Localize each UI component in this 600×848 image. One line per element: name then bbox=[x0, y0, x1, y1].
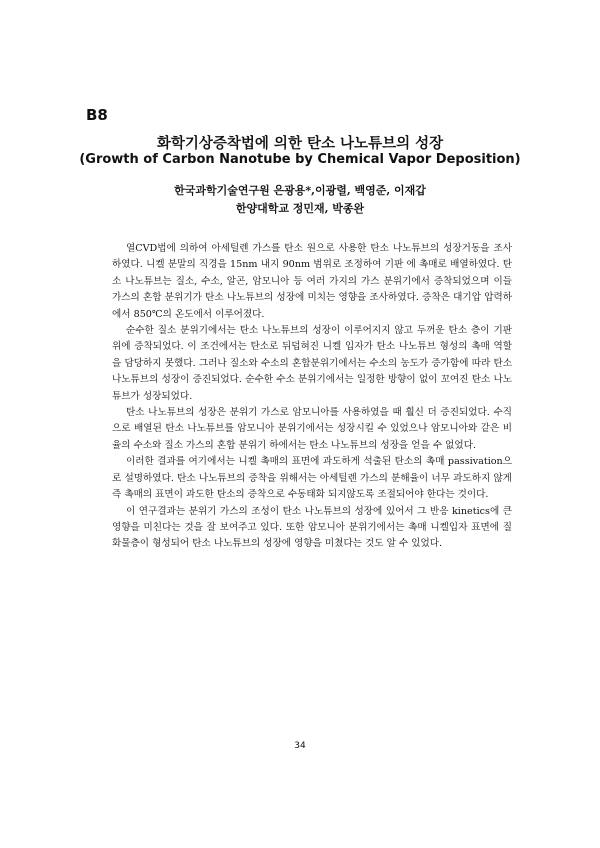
paragraph: 이 연구결과는 분위기 가스의 조성이 탄소 나노튜브의 성장에 있어서 그 반응 kinetics에 큰 영향을 미친다는 것을 잘 보여주고 있다. 또한 암모니아 분위기에서는 촉매 니켈입자 표면에 질화물층이 형성되어 탄소 나노튜브의 성장에 영향을 미쳤다는 것도 알 수 있었다. bbox=[112, 505, 512, 550]
title-korean: 화학기상증착법에 의한 탄소 나노튜브의 성장 bbox=[156, 135, 444, 152]
author-block bbox=[0, 182, 600, 218]
title-english: (Growth of Carbon Nanotube by Chemical Vapor Deposition) bbox=[79, 152, 521, 167]
abstract-code: B8 bbox=[86, 106, 108, 124]
abstract-body bbox=[112, 241, 512, 553]
page-number: 34 bbox=[294, 741, 306, 751]
paragraph: 이러한 결과를 여기에서는 니켈 촉매의 표면에 과도하게 석출된 탄소의 촉매 passivation으로 설명하였다. 탄소 나노튜브의 증착을 위해서는 아세틸렌 가스의 분해율이 너무 과도하지 않게 즉 촉매의 표면이 과도한 탄소의 증착으로 수동태화 되지않도록 조절되어야 한다는 것이다. bbox=[112, 456, 512, 501]
paragraph: 탄소 나노튜브의 성장은 분위기 가스로 암모니아를 사용하였을 때 훨신 더 증진되었다. 수직으로 배열된 탄소 나노튜브를 암모니아 분위기에서는 성장시킬 수 있었으나 암모니아와 같은 비율의 수소와 질소 가스의 혼합 분위기 하에서는 탄소 나노튜브의 성장을 얻을 수 없었다. bbox=[112, 407, 512, 451]
paragraph: 순수한 질소 분위기에서는 탄소 나노튜브의 성장이 이루어지지 않고 두꺼운 탄소 층이 기판 위에 증착되었다. 이 조건에서는 탄소로 뒤덥혀진 니켈 입자가 탄소 나노튜브 형성의 촉매 역할을 담당하지 못했다. 그러나 질소와 수소의 혼합분위기에서는 수소의 농도가 증가함에 따라 탄소 나노튜브의 성장이 증진되었다. 순수한 수소 분위기에서는 일정한 방향이 없이 꼬여진 탄소 나노튜브가 성장되었다. bbox=[112, 325, 512, 402]
author-line-hanyang: 한양대학교 정민재, 박종완 bbox=[235, 202, 365, 215]
author-line-kist: 한국과학기술연구원 은광용*,이광렬, 백영준, 이재갑 bbox=[174, 184, 426, 197]
paragraph: 열CVD법에 의하여 아세틸렌 가스를 탄소 원으로 사용한 탄소 나노튜브의 성장거동을 조사하였다. 니켈 분말의 직경을 15nm 내지 90nm 범위로 조정하여 기판 에 촉매로 배열하였다. 탄소 나노튜브는 질소, 수소, 알곤, 암모니아 등 여러 가지의 가스 분위기에서 증착되었으며 이들 가스의 혼합 분위기가 탄소 나노튜브의 성장에 미치는 영향을 조사하였다. 증착은 대기압 압력하에서 850℃의 온도에서 이루어졌다. bbox=[112, 243, 512, 320]
